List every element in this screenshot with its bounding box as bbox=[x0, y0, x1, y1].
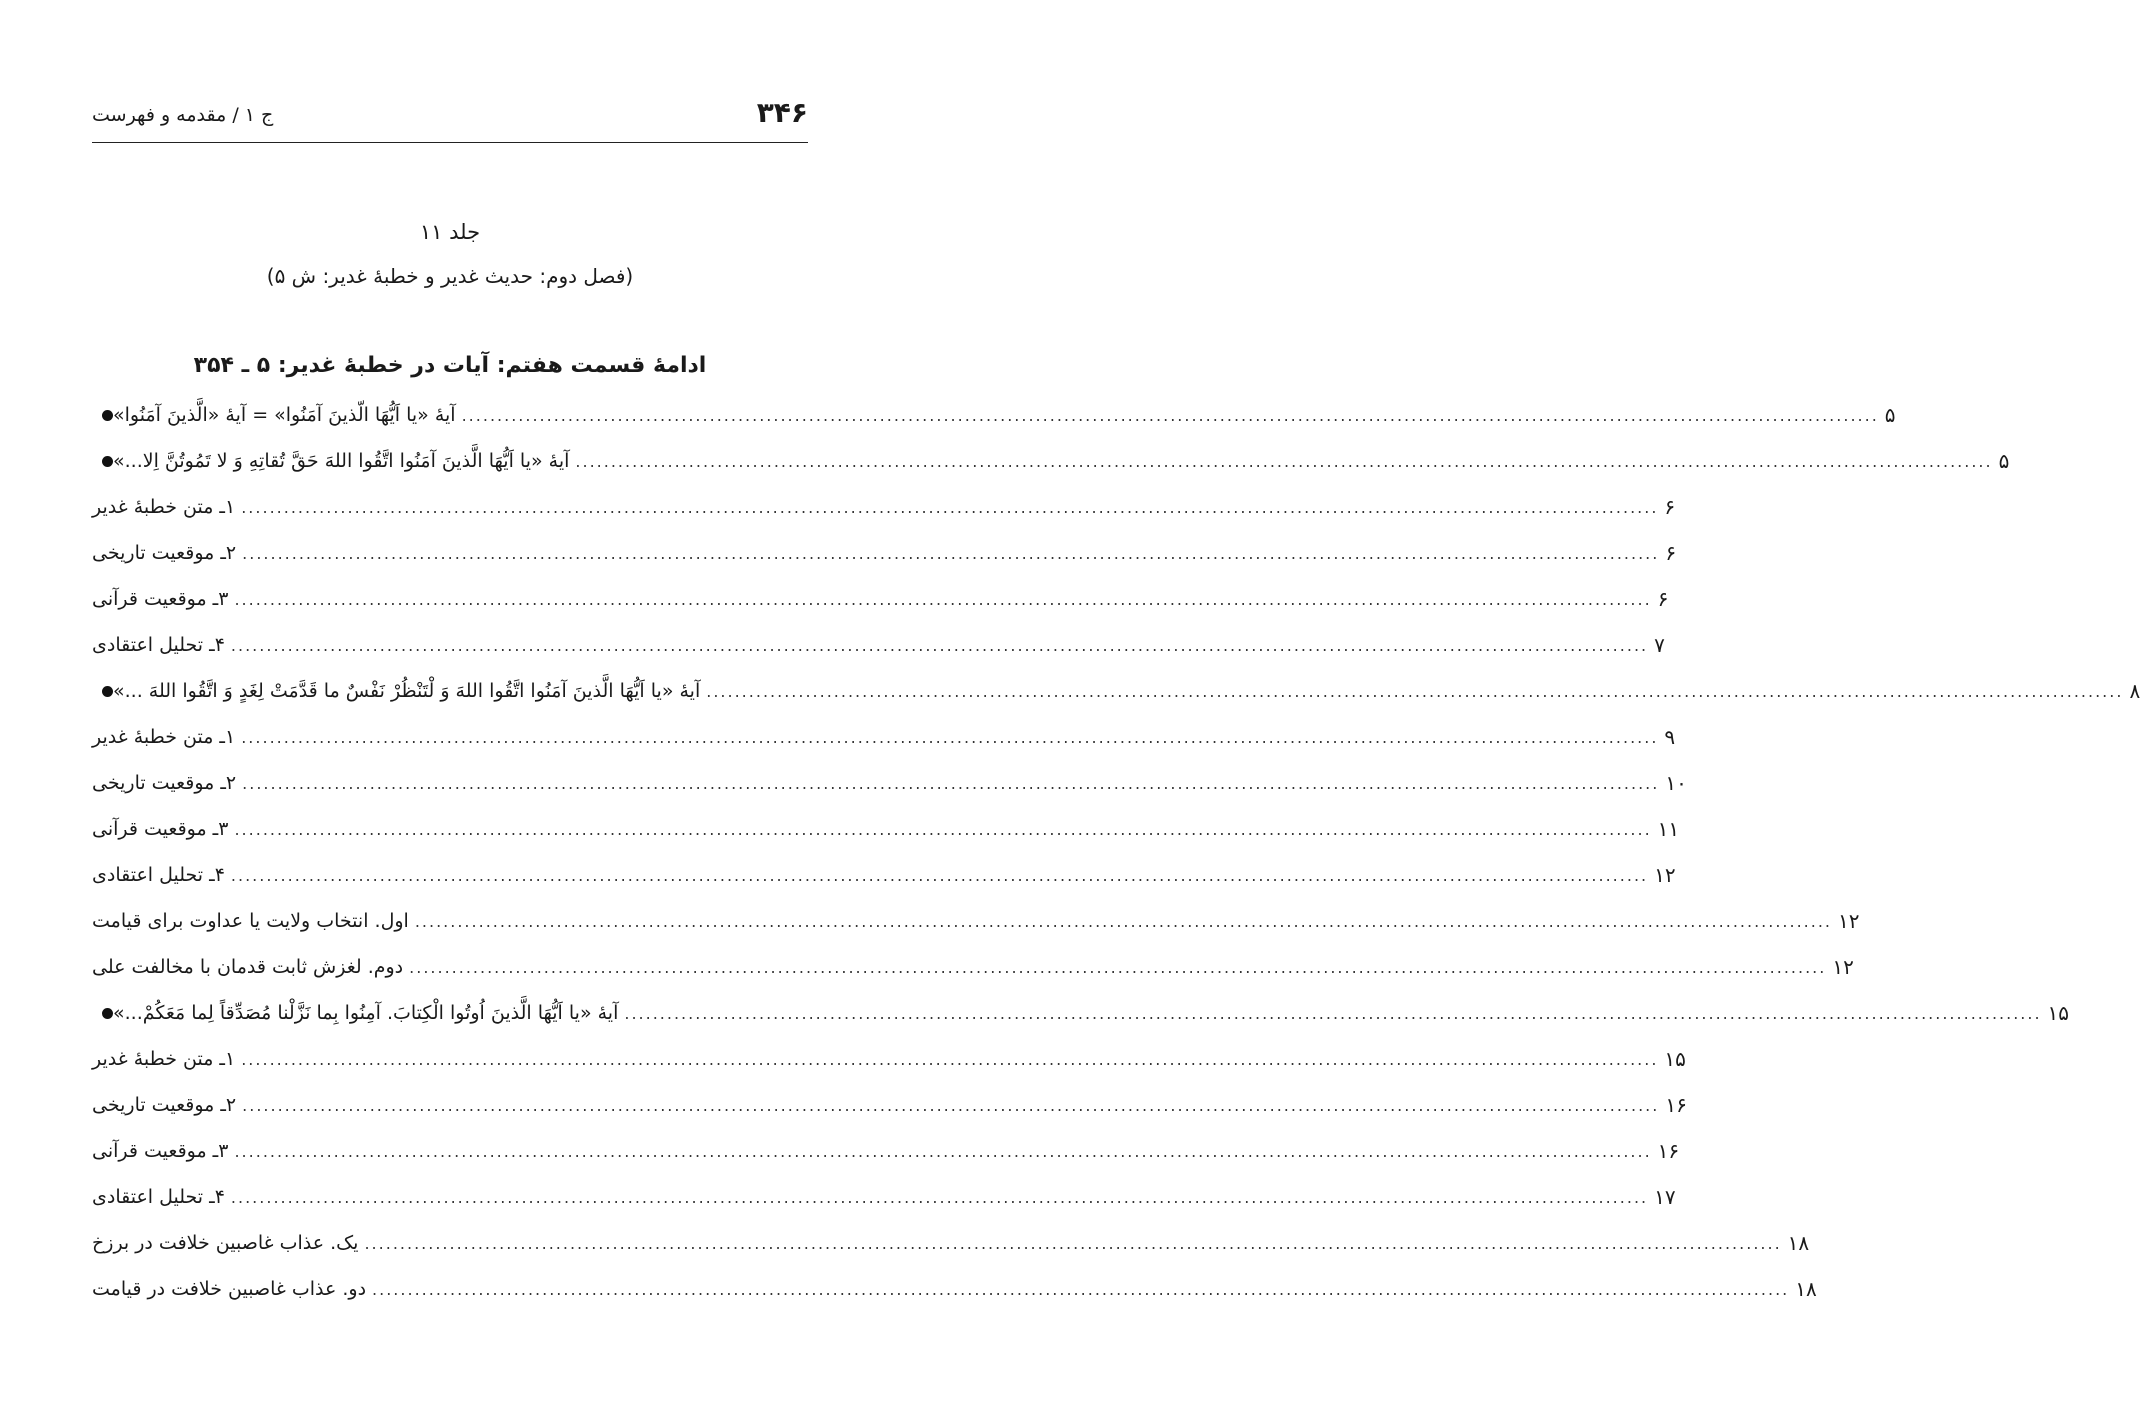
dot-leader: ........................................................................................................................................................................................................ bbox=[241, 497, 1659, 517]
toc-entry bbox=[92, 438, 2010, 484]
toc-page-number: ۱۲ bbox=[1838, 909, 1860, 933]
page-number: ۳۴۶ bbox=[756, 96, 808, 129]
toc-entry-title: آیهٔ «یا اَیُّهَا الّذینَ آمَنُوا» = آیهٔ «الَّذینَ آمَنُوا» bbox=[113, 404, 456, 426]
table-of-contents bbox=[92, 392, 2141, 1312]
toc-entry bbox=[92, 392, 1896, 438]
toc-entry bbox=[92, 1266, 1817, 1312]
dot-leader: ........................................................................................................................................................................................................ bbox=[414, 911, 1833, 931]
toc-entry bbox=[92, 530, 1677, 576]
dot-leader: ........................................................................................................................................................................................................ bbox=[242, 543, 1660, 563]
toc-entry-title: ۴ـ تحلیل اعتقادی bbox=[92, 1186, 225, 1208]
dot-leader: ........................................................................................................................................................................................................ bbox=[230, 1187, 1649, 1207]
section-heading: ادامهٔ قسمت هفتم: آیات در خطبهٔ غدیر: ۵ ـ ۳۵۴ bbox=[193, 353, 707, 378]
toc-entry bbox=[92, 990, 2070, 1036]
dot-leader: ........................................................................................................................................................................................................ bbox=[234, 589, 1652, 609]
toc-entry-title: دو. عذاب غاصبین خلافت در قیامت bbox=[92, 1278, 367, 1300]
toc-entry bbox=[92, 576, 1669, 622]
toc-page-number: ۱۸ bbox=[1795, 1277, 1817, 1301]
dot-leader: ........................................................................................................................................................................................................ bbox=[372, 1279, 1790, 1299]
toc-entry bbox=[92, 898, 1860, 944]
dot-leader: ........................................................................................................................................................................................................ bbox=[461, 405, 1879, 425]
dot-leader: ........................................................................................................................................................................................................ bbox=[241, 1049, 1659, 1069]
dot-leader: ........................................................................................................................................................................................................ bbox=[409, 957, 1827, 977]
toc-entry bbox=[92, 1220, 1810, 1266]
toc-page-number: ۱۲ bbox=[1654, 863, 1676, 887]
toc-entry-title: آیهٔ «یا اَیُّهَا الَّذینَ آمَنُوا اتَّقُوا اللهَ حَقَّ تُقاتِهِ وَ لا تَمُوتُنَّ اِلا...» bbox=[113, 450, 570, 472]
dot-leader: ........................................................................................................................................................................................................ bbox=[575, 451, 1993, 471]
toc-entry-title: ۲ـ موقعیت تاریخی bbox=[92, 542, 237, 564]
toc-entry bbox=[92, 714, 1676, 760]
toc-entry-title: ۲ـ موقعیت تاریخی bbox=[92, 1094, 237, 1116]
dot-leader: ........................................................................................................................................................................................................ bbox=[242, 773, 1660, 793]
toc-entry-title: ۱ـ متن خطبهٔ غدیر bbox=[92, 1048, 236, 1070]
volume-subtitle: (فصل دوم: حدیث غدیر و خطبهٔ غدیر: ش ۵) bbox=[266, 264, 634, 288]
toc-page-number: ۱۲ bbox=[1832, 955, 1854, 979]
dot-leader: ........................................................................................................................................................................................................ bbox=[242, 1095, 1660, 1115]
toc-entry bbox=[92, 806, 1680, 852]
toc-entry-title: ۴ـ تحلیل اعتقادی bbox=[92, 634, 225, 656]
volume-title: جلد ۱۱ bbox=[419, 220, 481, 244]
toc-entry bbox=[92, 484, 1676, 530]
toc-entry bbox=[92, 852, 1676, 898]
toc-page-number: ۱۵ bbox=[1664, 1047, 1686, 1071]
toc-entry bbox=[92, 1128, 1680, 1174]
toc-entry-title: ۳ـ موقعیت قرآنی bbox=[92, 818, 229, 840]
toc-entry bbox=[92, 760, 1687, 806]
toc-page-number: ۶ bbox=[1657, 587, 1669, 611]
bullet-icon bbox=[102, 686, 113, 697]
dot-leader: ........................................................................................................................................................................................................ bbox=[241, 727, 1659, 747]
bullet-icon bbox=[102, 456, 113, 467]
bullet-icon bbox=[102, 1008, 113, 1019]
toc-entry-title: ۱ـ متن خطبهٔ غدیر bbox=[92, 496, 236, 518]
toc-entry bbox=[92, 944, 1854, 990]
page-header bbox=[92, 96, 808, 143]
toc-page-number: ۶ bbox=[1664, 495, 1676, 519]
toc-page-number: ۱۶ bbox=[1657, 1139, 1680, 1163]
toc-page-number: ۱۶ bbox=[1665, 1093, 1687, 1117]
toc-entry-title: ۴ـ تحلیل اعتقادی bbox=[92, 864, 225, 886]
toc-entry-title: ۳ـ موقعیت قرآنی bbox=[92, 1140, 229, 1162]
toc-page-number: ۵ bbox=[1884, 403, 1896, 427]
toc-entry-title: آیهٔ «یا اَیُّهَا الَّذینَ اُوتُوا الْکِتابَ. آمِنُوا بِما نَزَّلْنا مُصَدِّقاً لِما مَعَکُمْ...» bbox=[113, 1002, 619, 1024]
toc-entry-title: آیهٔ «یا اَیُّهَا الَّذینَ آمَنُوا اتَّقُوا اللهَ وَ لْتَنْظُرْ نَفْسٌ ما قَدَّمَتْ لِغَدٍ وَ اتَّقُوا اللهَ ...» bbox=[113, 680, 701, 702]
toc-entry bbox=[92, 1036, 1686, 1082]
dot-leader: ........................................................................................................................................................................................................ bbox=[234, 1141, 1652, 1161]
toc-entry-title: اول. انتخاب ولایت یا عداوت برای قیامت bbox=[92, 910, 409, 932]
toc-page-number: ۱۵ bbox=[2047, 1001, 2070, 1025]
toc-page-number: ۱۰ bbox=[1665, 771, 1687, 795]
dot-leader: ........................................................................................................................................................................................................ bbox=[230, 635, 1649, 655]
running-title: ج ۱ / مقدمه و فهرست bbox=[92, 104, 274, 126]
toc-entry-title: ۲ـ موقعیت تاریخی bbox=[92, 772, 237, 794]
toc-page-number: ۵ bbox=[1998, 449, 2010, 473]
toc-page-number: ۸ bbox=[2129, 679, 2141, 703]
toc-page-number: ۱۱ bbox=[1657, 817, 1680, 841]
toc-page-number: ۶ bbox=[1665, 541, 1677, 565]
toc-entry-title: دوم. لغزش ثابت قدمان با مخالفت علی bbox=[92, 956, 404, 978]
toc-page-number: ۱۸ bbox=[1787, 1231, 1810, 1255]
dot-leader: ........................................................................................................................................................................................................ bbox=[706, 681, 2124, 701]
toc-entry-title: ۱ـ متن خطبهٔ غدیر bbox=[92, 726, 236, 748]
dot-leader: ........................................................................................................................................................................................................ bbox=[624, 1003, 2042, 1023]
dot-leader: ........................................................................................................................................................................................................ bbox=[364, 1233, 1782, 1253]
toc-page-number: ۹ bbox=[1664, 725, 1676, 749]
toc-entry-title: ۳ـ موقعیت قرآنی bbox=[92, 588, 229, 610]
toc-entry-title: یک. عذاب غاصبین خلافت در برزخ bbox=[92, 1232, 359, 1254]
toc-entry bbox=[92, 1082, 1687, 1128]
toc-page-number: ۱۷ bbox=[1654, 1185, 1676, 1209]
dot-leader: ........................................................................................................................................................................................................ bbox=[234, 819, 1652, 839]
toc-entry bbox=[92, 622, 1665, 668]
dot-leader: ........................................................................................................................................................................................................ bbox=[230, 865, 1649, 885]
bullet-icon bbox=[102, 410, 113, 421]
toc-entry bbox=[92, 668, 2141, 714]
toc-entry bbox=[92, 1174, 1676, 1220]
toc-page-number: ۷ bbox=[1654, 633, 1665, 657]
